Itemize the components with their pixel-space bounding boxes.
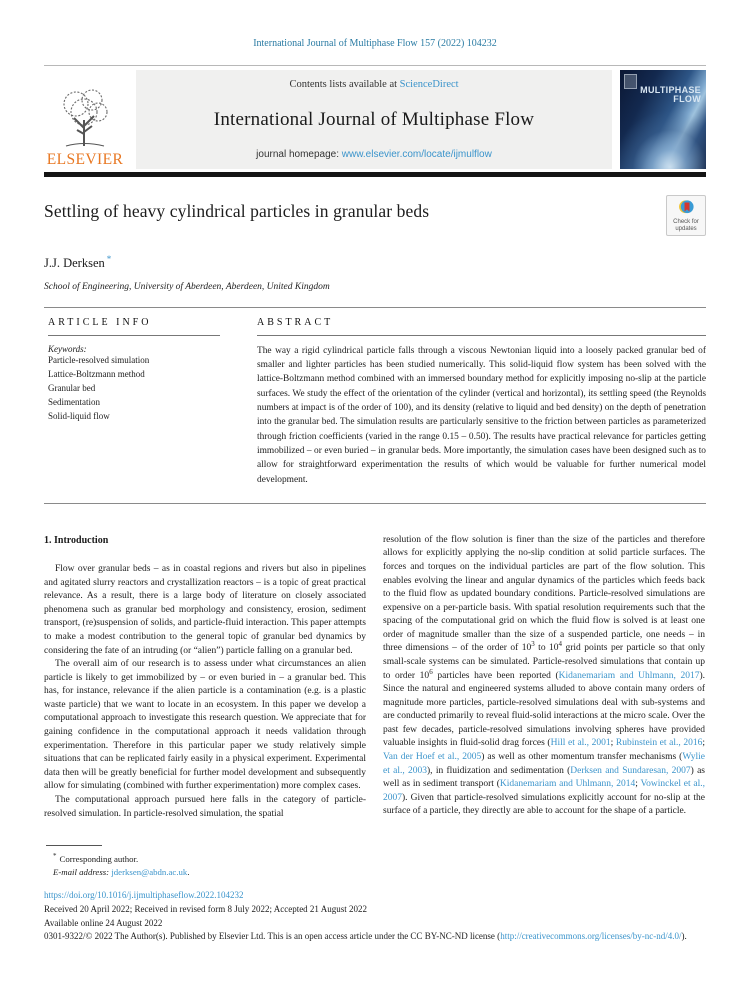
section-heading-introduction: 1. Introduction bbox=[44, 534, 109, 546]
title-row bbox=[44, 201, 706, 236]
superscript-text: 4 bbox=[558, 640, 563, 649]
body-text: ). Given that particle-resolved simulations explicitly account for no-slip at the surface of a particle, they directly are able to account for the shape of a particle. bbox=[383, 792, 705, 817]
abstract-text: The way a rigid cylindrical particle falls through a viscous Newtonian liquid into a loosely packed granular bed of smaller and lighter particles has been studied numerically. This solid-liquid flow system has been solved with the lattice-Boltzmann method combined with an immersed boundary method for explicitly imposing no-slip at the particle surfaces. We study the effect of the orientation of the cylinder (vertical and horizontal), its settling speed (the Reynolds numbers at impact is of the order of 100), and its density (relative to liquid and bed density) on the depth of penetration into the granular bed. The simulation results are particularly sensitive to the friction between particles as parameterized through friction coefficients (varied in the range 0.15 – 0.50). The results have practical relevance for particles getting immobilized – or even buried – in granular beds. More importantly, the simulation cases have been designed such as to allow for straightforward experimentation the results of which would be valuable for further numerical model development. bbox=[257, 345, 706, 485]
citation-link[interactable]: Kidanemariam and Uhlmann, 2014 bbox=[499, 779, 636, 790]
homepage-label: journal homepage: bbox=[256, 149, 342, 160]
cover-title-line2: FLOW bbox=[673, 94, 701, 105]
article-info-heading: ARTICLE INFO bbox=[48, 316, 152, 328]
info-abstract-block bbox=[44, 307, 706, 504]
check-for-updates-badge[interactable] bbox=[666, 195, 706, 236]
available-online-line: Available online 24 August 2022 bbox=[44, 917, 163, 928]
article-info-column bbox=[48, 317, 220, 487]
email-note bbox=[44, 866, 706, 879]
doi-link[interactable]: https://doi.org/10.1016/j.ijmultiphaseflow.2022.104232 bbox=[44, 889, 244, 900]
homepage-link[interactable]: www.elsevier.com/locate/ijmulflow bbox=[341, 149, 492, 160]
check-badge-line1: Check for bbox=[673, 218, 699, 225]
citation-link[interactable]: Wylie et al., 2003 bbox=[383, 752, 705, 776]
keyword-item: Lattice-Boltzmann method bbox=[48, 368, 145, 379]
journal-banner bbox=[136, 70, 612, 169]
intro-paragraph-4 bbox=[383, 534, 705, 819]
intro-paragraph-2: The overall aim of our research is to assess under what circumstances an alien particle is likely to get immobilized by – or even buried in – a granular bed. This has, for instance, relevance if the alien particle is a contamination (e.g. is a plastic waste particle) that we want to locate in an ecosystem. In this paper we develop a computational approach to investigate this research question. We appreciate that for gaining confidence in the computational approach it needs validation through experimentation. Therefore in this particular paper we study relatively simple situations that can be replicated fairly easily in a physical experiment. Experimental data then will be greatly beneficial for further model development and subsequently allow for simulating (combined with further experimentation) more complex cases. bbox=[44, 659, 366, 792]
citation-link[interactable]: Derksen and Sundaresan, 2007 bbox=[570, 765, 691, 776]
citation-link[interactable]: Rubinstein et al., 2016 bbox=[615, 738, 703, 749]
contents-line bbox=[146, 79, 602, 90]
footnote-text: Corresponding author. bbox=[59, 854, 139, 864]
article-info-rule bbox=[48, 335, 220, 336]
received-line: Received 20 April 2022; Received in revised form 8 July 2022; Accepted 21 August 2022 bbox=[44, 904, 367, 914]
body-text: resolution of the flow solution is finer than the size of the particles and therefore allows for explicitly applying the no-slip condition at solid particle surfaces. The forces and torques on the individual particles are part of the flow solution. This enables evolving the linear and angular dynamics of the particles which feeds back to the fluid flow as updated boundary conditions. Particle-resolved simulations are expensive on a per-particle basis. With spatial resolution requirements such that the spacing of the computational grid on which the fluid flow is solved is at least one order of magnitude smaller than the size of a suspended particle, one needs – in three dimensions – of the order of 10 bbox=[383, 534, 705, 654]
article-footer bbox=[44, 889, 706, 944]
copyright-close: ). bbox=[681, 931, 687, 941]
body-text: to 10 bbox=[534, 643, 559, 654]
elsevier-tree-icon bbox=[54, 86, 116, 150]
footnote-rule bbox=[46, 845, 102, 846]
check-badge-line2: updates bbox=[675, 225, 697, 232]
journal-header bbox=[44, 70, 706, 169]
footnote-marker: * bbox=[53, 852, 57, 861]
abstract-rule bbox=[257, 335, 706, 336]
email-link[interactable]: jderksen@abdn.ac.uk bbox=[111, 866, 188, 877]
author-name[interactable]: J.J. Derksen bbox=[44, 255, 105, 270]
body-text: ) as well as other momentum transfer mechanisms ( bbox=[481, 752, 683, 763]
citation-link[interactable]: Vowinckel et al., 2007 bbox=[383, 779, 706, 803]
copyright-line bbox=[44, 930, 706, 944]
citation-link[interactable]: Van der Hoef et al., 2005 bbox=[383, 752, 482, 763]
abstract-column bbox=[257, 317, 706, 487]
superscript-text: 6 bbox=[429, 667, 433, 676]
keywords-label: Keywords: bbox=[48, 343, 87, 354]
sciencedirect-link[interactable]: ScienceDirect bbox=[399, 79, 459, 90]
header-black-bar bbox=[44, 172, 706, 177]
body-text: ; bbox=[635, 779, 641, 790]
keyword-item: Granular bed bbox=[48, 382, 96, 393]
body-text: ; bbox=[702, 738, 705, 749]
body-text: particles have been reported ( bbox=[432, 670, 559, 681]
corresponding-author-mark[interactable]: * bbox=[106, 253, 112, 264]
keywords-list bbox=[48, 354, 220, 424]
body-text: ) as well as in sediment transport ( bbox=[383, 765, 705, 790]
corresponding-author-note bbox=[44, 851, 706, 866]
footnote-block bbox=[44, 845, 706, 878]
body-text: ). Since the natural and engineered systems alluded to above contain many orders of magnitude more particles, particle-resolved simulations deal with sub-systems and are conducted primarily to reveal fluid-solid interactions at the micro scale. Over the past few decades, particle-resolved simulations involving spheres have provided valuable insights in fluid-solid drag forces ( bbox=[383, 670, 705, 749]
copyright-text: 0301-9322/© 2022 The Author(s). Published by Elsevier Ltd. This is an open access article under the CC BY-NC-ND license ( bbox=[44, 931, 501, 941]
elsevier-wordmark: ELSEVIER bbox=[46, 151, 124, 168]
author-line bbox=[44, 254, 706, 271]
article-title: Settling of heavy cylindrical particles in granular beds bbox=[44, 201, 430, 221]
intro-paragraph-1: Flow over granular beds – as in coastal regions and rivers but also in pipelines and agitated slurry reactors and crystallization reactors – is a topic of great practical relevance. As a result, there is a large body of literature on closely associated phenomena such as granular bed morphology and consistency, erosion, sediment transport, (re)suspension of solids, and particle-fluid interaction. This paper attempts to make a modest contribution to the general topic of granular bed dynamics by considering the fate of an intruding (or “alien”) particle falling on a granular bed. bbox=[44, 564, 366, 656]
cover-title-line1: MULTIPHASE bbox=[640, 85, 701, 95]
citation-link[interactable]: Hill et al., 2001 bbox=[550, 738, 611, 749]
superscript-text: 3 bbox=[531, 640, 535, 649]
keyword-item: Particle-resolved simulation bbox=[48, 354, 150, 365]
abstract-heading: ABSTRACT bbox=[257, 316, 334, 328]
doi-line bbox=[44, 889, 706, 903]
keyword-item: Solid-liquid flow bbox=[48, 410, 110, 421]
elsevier-logo bbox=[44, 70, 136, 169]
body-left-column bbox=[44, 534, 366, 821]
email-label: E-mail address: bbox=[53, 866, 110, 877]
homepage-line bbox=[146, 149, 602, 160]
intro-paragraph-3: The computational approach pursued here falls in the category of particle-resolved simulation. In particle-resolved simulation, the spatial bbox=[44, 794, 366, 819]
body-text: ), in fluidization and sedimentation ( bbox=[427, 765, 571, 776]
body-right-column bbox=[383, 534, 705, 821]
keyword-item: Sedimentation bbox=[48, 396, 100, 407]
crossmark-icon bbox=[678, 212, 695, 218]
journal-cover-thumbnail[interactable] bbox=[620, 70, 706, 169]
running-head: International Journal of Multiphase Flow 157 (2022) 104232 bbox=[253, 38, 497, 49]
author-affiliation: School of Engineering, University of Aberdeen, Aberdeen, United Kingdom bbox=[44, 281, 330, 292]
contents-text: Contents lists available at bbox=[289, 79, 400, 90]
body-columns bbox=[44, 534, 706, 821]
email-period: . bbox=[187, 866, 190, 877]
body-text: grid points per particle so that only small-scale systems can be simulated. Particle-resolved simulations that contain up to order 10 bbox=[383, 643, 705, 681]
body-text: ; bbox=[610, 738, 616, 749]
license-link[interactable]: http://creativecommons.org/licenses/by-nc-nd/4.0/ bbox=[500, 931, 682, 941]
header-top-rule bbox=[44, 65, 706, 66]
citation-link[interactable]: Kidanemariam and Uhlmann, 2017 bbox=[558, 670, 700, 681]
cover-elsevier-mark-icon bbox=[624, 74, 637, 89]
cover-title bbox=[640, 86, 701, 105]
journal-title: International Journal of Multiphase Flow bbox=[213, 108, 535, 130]
